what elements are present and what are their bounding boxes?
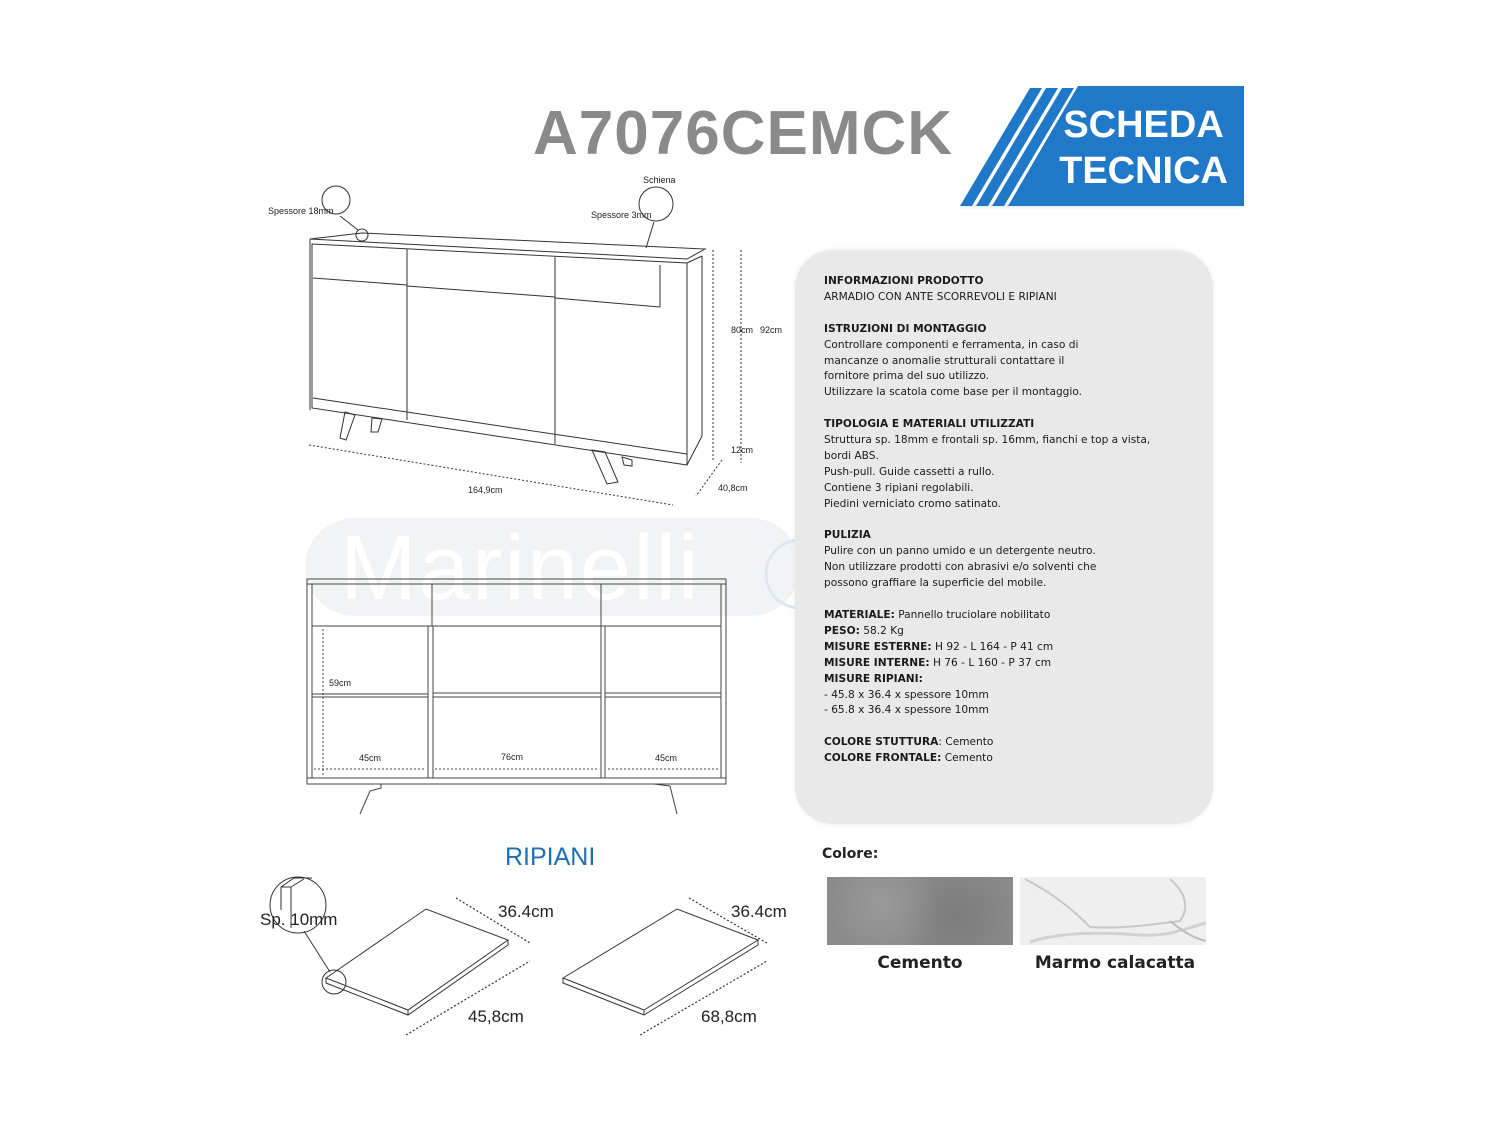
product-info-panel <box>795 250 1213 824</box>
banner-text <box>1059 102 1228 194</box>
section-line: mancanze o anomalie strutturali contattare il <box>824 354 1065 367</box>
thickness-18mm-label: Spessore 18mm <box>268 206 334 216</box>
banner-line-1: SCHEDA <box>1063 104 1224 146</box>
section-line: fornitore prima del suo utilizzo. <box>824 370 989 383</box>
inner-height-label: 59cm <box>329 678 352 688</box>
spec-value: H 92 - L 164 - P 41 cm <box>931 640 1054 653</box>
section-line: Piedini verniciato cromo satinato. <box>824 497 1001 510</box>
left-compartment-width-label: 45cm <box>359 753 382 763</box>
section-line: Controllare componenti e ferramenta, in caso di <box>824 338 1079 351</box>
spec-label: MATERIALE: <box>824 608 895 621</box>
swatch-label-marmo: Marmo calacatta <box>1034 953 1196 973</box>
section-line: Push-pull. Guide cassetti a rullo. <box>824 465 995 478</box>
spec-label: COLORE STUTTURA <box>824 736 939 749</box>
section-heading: TIPOLOGIA E MATERIALI UTILIZZATI <box>824 418 1035 431</box>
section-line: possono graffiare la superficie del mobile. <box>824 577 1047 590</box>
spec-value: H 76 - L 160 - P 37 cm <box>929 656 1052 669</box>
section-line: Non utilizzare prodotti con abrasivi e/o solventi che <box>824 561 1097 574</box>
product-code-title: A7076CEMCK <box>533 99 954 168</box>
spec-internal-size <box>824 656 1150 672</box>
legs-height-label: 12cm <box>731 445 754 455</box>
section-line: Struttura sp. 18mm e frontali sp. 16mm, fianchi e top a vista, <box>824 434 1151 447</box>
section-colors <box>824 735 1150 767</box>
section-heading: ISTRUZIONI DI MONTAGGIO <box>824 322 987 335</box>
spec-label: COLORE FRONTALE: <box>824 752 942 765</box>
section-heading: PULIZIA <box>824 529 871 542</box>
section-line: bordi ABS. <box>824 449 879 462</box>
section-specs <box>824 608 1150 719</box>
section-cleaning <box>824 528 1150 592</box>
front-color <box>824 751 1150 767</box>
shelf-thickness-label: Sp. 10mm <box>260 910 338 929</box>
spec-shelf-size <box>824 672 1150 688</box>
color-section-title: Colore: <box>822 846 879 862</box>
section-line: ARMADIO CON ANTE SCORREVOLI E RIPIANI <box>824 290 1057 303</box>
section-line: Utilizzare la scatola come base per il montaggio. <box>824 386 1082 399</box>
shelves-drawing <box>250 865 810 1050</box>
depth-label: 40,8cm <box>718 483 748 493</box>
thickness-3mm-label: Spessore 3mm <box>591 210 652 220</box>
spec-label: MISURE INTERNE: <box>824 656 930 669</box>
shelf1-depth-label: 36.4cm <box>498 902 554 921</box>
shelf1-width-label: 45,8cm <box>468 1007 524 1026</box>
back-panel-label: Schiena <box>643 175 676 185</box>
center-compartment-width-label: 76cm <box>501 752 524 762</box>
spec-material <box>824 608 1150 624</box>
banner-line-2: TECNICA <box>1059 150 1228 192</box>
section-line: Contiene 3 ripiani regolabili. <box>824 481 974 494</box>
total-height-label: 92cm <box>760 325 783 335</box>
marble-veins-icon <box>1020 877 1206 945</box>
spec-label: MISURE RIPIANI: <box>824 672 923 685</box>
shelf-size-line: - 45.8 x 36.4 x spessore 10mm <box>824 688 989 701</box>
shelf2-width-label: 68,8cm <box>701 1007 757 1026</box>
right-compartment-width-label: 45cm <box>655 753 678 763</box>
front-view-drawing <box>290 570 790 830</box>
shelves-title: RIPIANI <box>505 843 596 871</box>
spec-value: : Cemento <box>938 736 994 749</box>
spec-value: Cemento <box>941 752 993 765</box>
watermark-text: Marinelli <box>340 517 701 619</box>
section-product-info <box>824 274 1150 306</box>
section-line: Pulire con un panno umido e un detergente neutro. <box>824 545 1096 558</box>
shelf-size-line: - 65.8 x 36.4 x spessore 10mm <box>824 704 989 717</box>
sideboard-perspective-icon <box>250 170 790 510</box>
spec-weight <box>824 624 1150 640</box>
sideboard-front-icon <box>290 570 790 830</box>
spec-value: 58.2 Kg <box>859 624 904 637</box>
spec-label: MISURE ESTERNE: <box>824 640 932 653</box>
swatch-cemento[interactable] <box>827 877 1013 945</box>
product-info-content <box>824 274 1150 783</box>
spec-value: Pannello truciolare nobilitato <box>894 608 1051 621</box>
perspective-drawing <box>250 170 790 510</box>
spec-external-size <box>824 640 1150 656</box>
swatch-label-cemento: Cemento <box>877 953 963 973</box>
structure-color <box>824 735 1150 751</box>
section-materials <box>824 417 1150 512</box>
scheda-tecnica-banner <box>960 86 1244 210</box>
section-heading: INFORMAZIONI PRODOTTO <box>824 275 984 287</box>
swatch-marmo-calacatta[interactable] <box>1020 877 1206 945</box>
shelf2-depth-label: 36.4cm <box>731 902 787 921</box>
spec-label: PESO: <box>824 624 860 637</box>
width-label: 164,9cm <box>468 485 503 495</box>
section-assembly <box>824 322 1150 402</box>
body-height-label: 80cm <box>731 325 754 335</box>
